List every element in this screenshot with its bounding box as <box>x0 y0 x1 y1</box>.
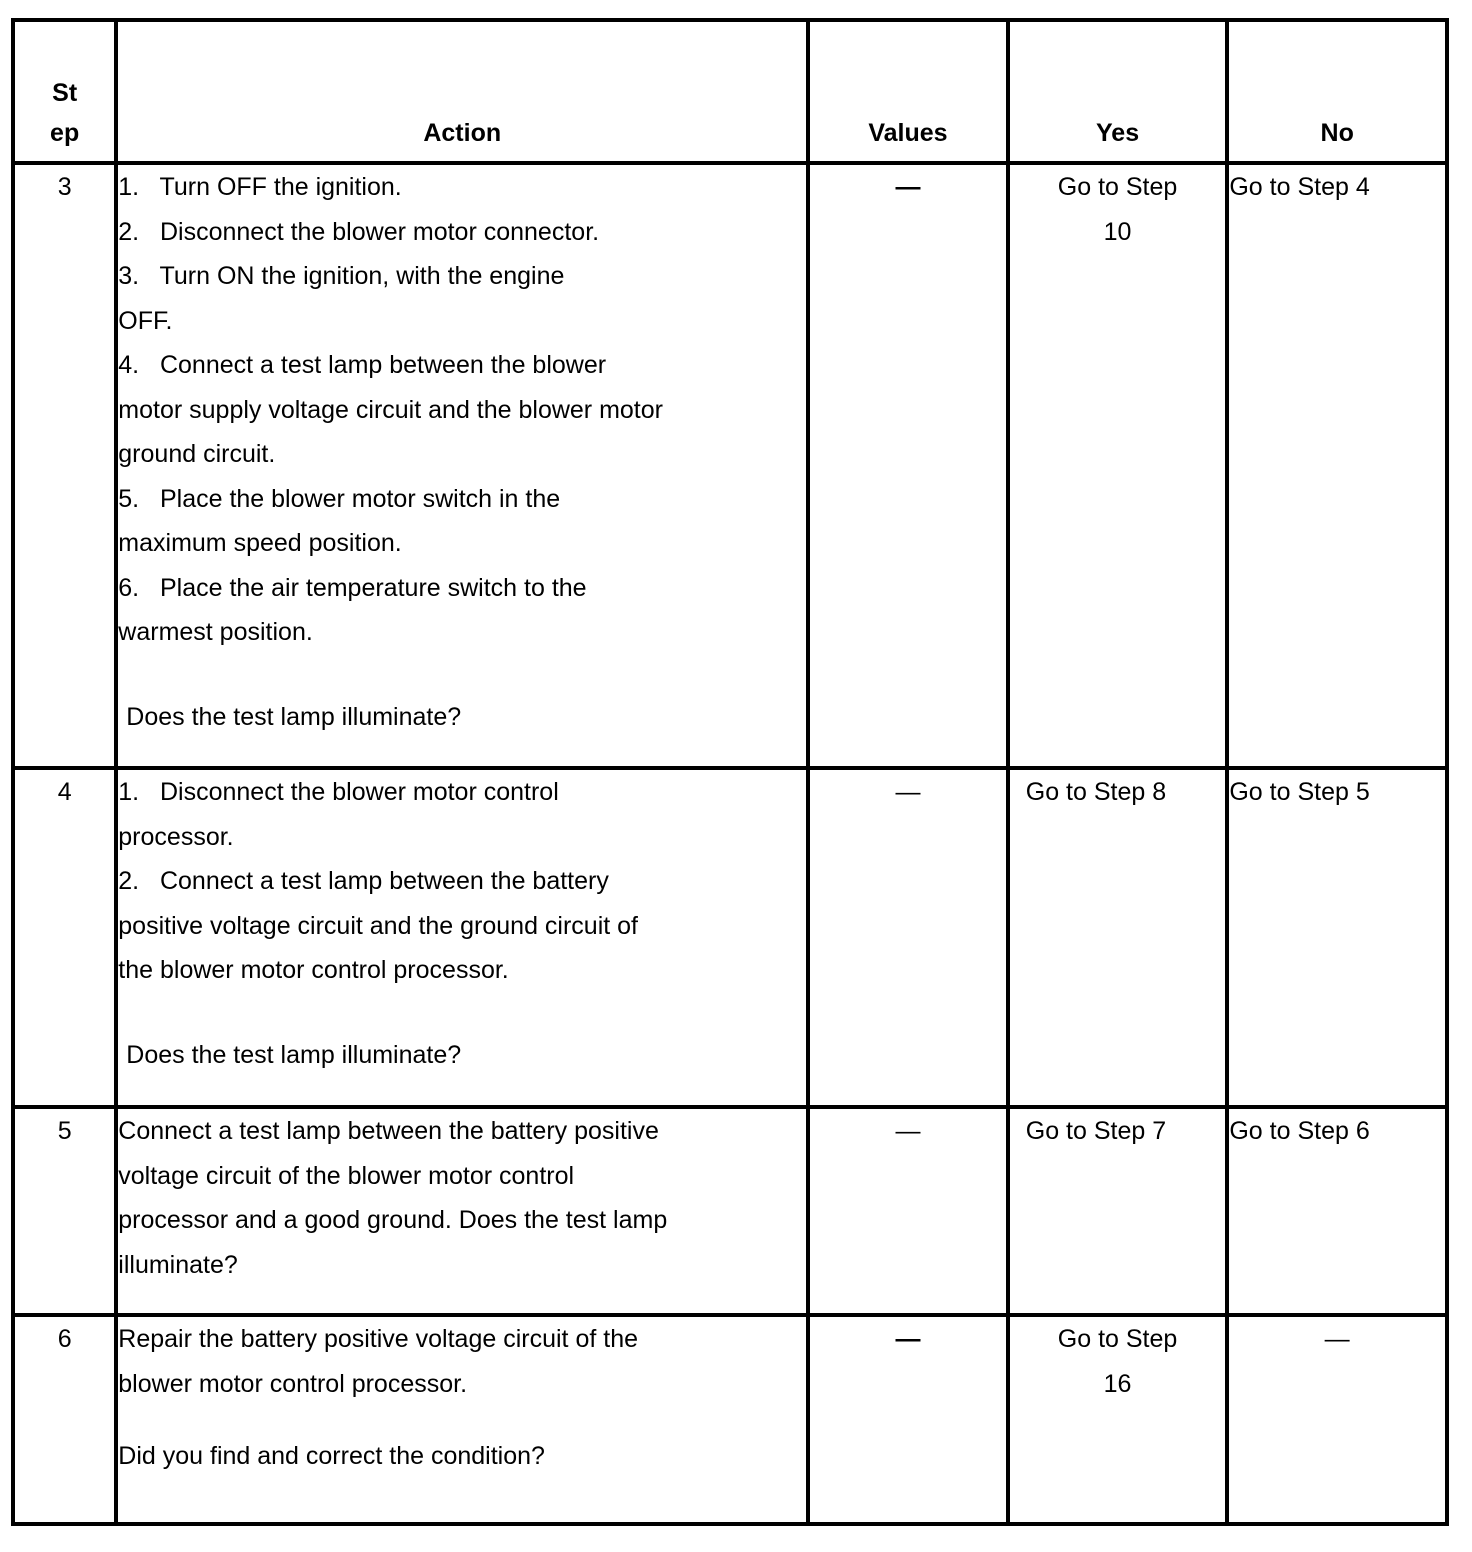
action-question: Does the test lamp illuminate? <box>126 1040 462 1069</box>
no-cell: — <box>1227 1315 1447 1524</box>
action-cell <box>116 768 808 1107</box>
action-cell <box>116 1107 808 1315</box>
action-line: 2. Disconnect the blower motor connector. <box>118 217 600 246</box>
step-number: 3 <box>13 163 116 768</box>
header-no: No <box>1227 20 1447 163</box>
action-line: illuminate? <box>118 1250 238 1279</box>
yes-cell: Go to Step 8 <box>1008 768 1228 1107</box>
action-line: Repair the battery positive voltage circuit of the <box>118 1325 638 1353</box>
header-values: Values <box>808 20 1008 163</box>
action-cell <box>116 163 808 768</box>
yes-cell: Go to Step 10 <box>1008 163 1228 768</box>
action-line: 4. Connect a test lamp between the blower <box>118 351 607 379</box>
action-question: Did you find and correct the condition? <box>118 1442 545 1470</box>
action-question: Does the test lamp illuminate? <box>126 702 462 731</box>
action-line: 1. Disconnect the blower motor control <box>118 778 559 806</box>
table-row <box>13 1107 1447 1315</box>
yes-cell: Go to Step 7 <box>1008 1107 1228 1315</box>
no-cell: Go to Step 6 <box>1227 1107 1447 1315</box>
diagnostic-table <box>11 18 1449 1526</box>
step-number: 5 <box>13 1107 116 1315</box>
values-cell: — <box>808 1315 1008 1524</box>
step-number: 6 <box>13 1315 116 1524</box>
action-line: positive voltage circuit and the ground circuit of <box>118 911 639 940</box>
action-line: motor supply voltage circuit and the blower motor <box>118 395 663 424</box>
header-row <box>13 20 1447 163</box>
action-line: OFF. <box>118 306 173 335</box>
action-line: 6. Place the air temperature switch to the <box>118 573 587 602</box>
action-line: voltage circuit of the blower motor control <box>118 1161 575 1190</box>
values-cell: — <box>808 163 1008 768</box>
values-cell: — <box>808 768 1008 1107</box>
header-step: St ep <box>13 20 116 163</box>
action-line: processor and a good ground. Does the test lamp <box>118 1206 668 1234</box>
action-line: 2. Connect a test lamp between the battery <box>118 867 609 895</box>
action-line: the blower motor control processor. <box>118 956 509 984</box>
table-row <box>13 768 1447 1107</box>
header-action: Action <box>116 20 808 163</box>
no-cell: Go to Step 4 <box>1227 163 1447 768</box>
action-line: processor. <box>118 822 234 851</box>
action-line: 5. Place the blower motor switch in the <box>118 484 561 513</box>
step-number: 4 <box>13 768 116 1107</box>
action-line: maximum speed position. <box>118 529 402 557</box>
action-line: 3. Turn ON the ignition, with the engine <box>118 262 565 290</box>
action-line: blower motor control processor. <box>118 1369 468 1398</box>
action-line: Connect a test lamp between the battery positive <box>118 1117 659 1145</box>
action-line: warmest position. <box>118 618 313 646</box>
values-cell: — <box>808 1107 1008 1315</box>
no-cell: Go to Step 5 <box>1227 768 1447 1107</box>
header-yes: Yes <box>1008 20 1228 163</box>
action-line: 1. Turn OFF the ignition. <box>118 173 402 201</box>
action-line: ground circuit. <box>118 440 276 468</box>
table-row <box>13 1315 1447 1524</box>
yes-cell: Go to Step 16 <box>1008 1315 1228 1524</box>
table-row <box>13 163 1447 768</box>
action-cell <box>116 1315 808 1524</box>
